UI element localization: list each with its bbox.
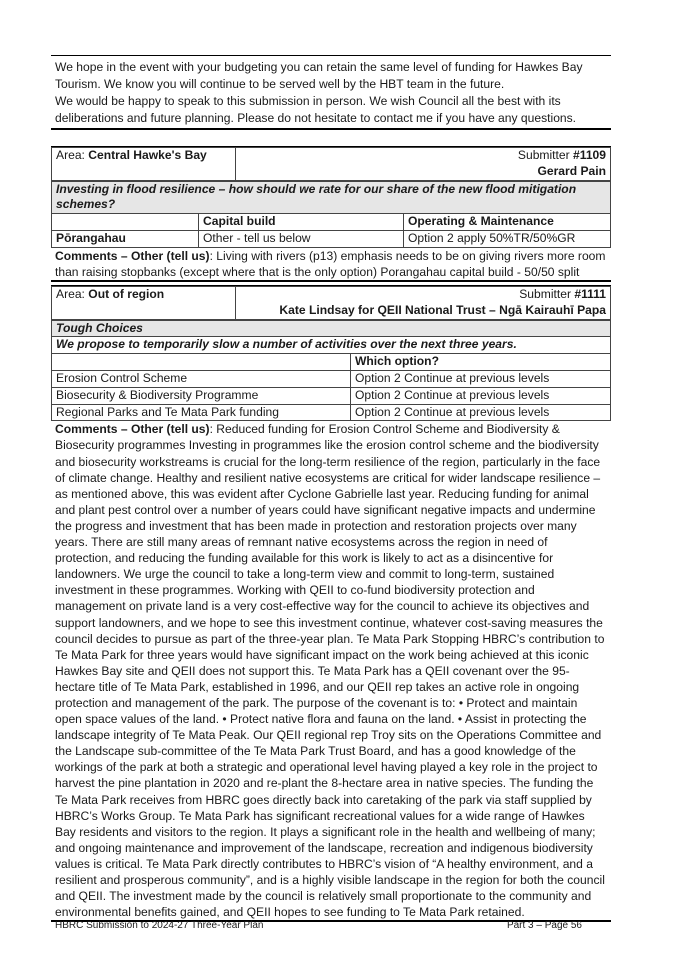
question-heading: We propose to temporarily slow a number of activities over the next three years. xyxy=(52,337,611,354)
row-label: Pōrangahau xyxy=(52,230,199,247)
row-value: Option 2 Continue at previous levels xyxy=(351,387,611,404)
row-operating-value: Option 2 apply 50%TR/50%GR xyxy=(404,230,611,247)
submitter-cell: Submitter #1111 Kate Lindsay for QEII National Trust – Ngā Kairauhī Papa xyxy=(236,287,611,320)
area-cell: Area: Out of region xyxy=(52,287,236,320)
submitter-name: Kate Lindsay for QEII National Trust – Ngā Kairauhī Papa xyxy=(279,302,606,317)
row-value: Option 2 Continue at previous levels xyxy=(351,370,611,387)
submitter-cell: Submitter #1109 Gerard Pain xyxy=(236,148,611,181)
intro-paragraph-1: We hope in the event with your budgeting you can retain the same level of funding for Hawkes Bay Tourism. We know you will continue to be served well by the HBT team in the future. xyxy=(55,60,583,91)
column-header-operating: Operating & Maintenance xyxy=(404,214,611,231)
area-value: Out of region xyxy=(88,287,165,301)
submission-1111-table xyxy=(51,286,611,320)
submitter-name: Gerard Pain xyxy=(537,163,606,178)
submitter-number: #1111 xyxy=(574,287,606,301)
comment-block: Comments – Other (tell us): Living with rivers (p13) emphasis needs to be on giving rivers more room than raising stopbanks (except where that is the only option) Porangahau capital build - 50/50 split xyxy=(55,248,606,279)
area-value: Central Hawke's Bay xyxy=(88,148,207,162)
area-cell: Area: Central Hawke's Bay xyxy=(52,148,236,181)
row-capital-value: Other - tell us below xyxy=(199,230,404,247)
comment-block: Comments – Other (tell us): Reduced funding for Erosion Control Scheme and Biodiversity & Biosecurity programmes Investing in programmes like the erosion control scheme and the biodiversity and biosecurity workstreams is crucial for the long-term resilience of the region, particularly in the face of climate change. Healthy and resilient native ecosystems are critical for wider landscape resilience – as mentioned above, this was evident after Cyclone Gabrielle last year. Reducing funding for animal and plant pest control over a number of years could have significant negative impacts and undermine the progress and investment that has been made in protection and restoration projects over many years. There are still many areas of remnant native ecosystems across the region in need of protection, and reducing the funding available for this work is likely to act as a disincentive for landowners. We urge the council to take a long-term view and commit to long-term, sustained investment in these programmes. Working with QEII to co-fund biodiversity protection and management on private land is a very cost-effective way for the council to achieve its objectives and support landowners, and we hope to see this investment continue, whatever cost-saving measures the council decides to pursue as part of the three-year plan. Te Mata Park Stopping HBRC’s contribution to Te Mata Park for three years would have significant impact on the work being achieved at this iconic Hawkes Bay site and QEII does not support this. Te Mata Park has a QEII covenant over the 95-hectare title of Te Mata Park, established in 1996, and our QEII rep takes an active role in ongoing protection and management of the park. The purpose of the covenant is to: • Protect and maintain open space values of the land. • Protect native flora and fauna on the land. • Assist in protecting the landscape integrity of Te Mata Peak. Our QEII regional rep Troy sits on the Operations Committee and the Landscape sub-committee of the Te Mata Park Trust Board, and has a good knowledge of the workings of the park at both a strategic and operational level having played a key role in the project to harvest the pine plantation in 2020 and re-plant the 8-hectare area in native species. The funding the Te Mata Park receives from HBRC goes directly back into caretaking of the park via staff supplied by HBRC’s Works Group. Te Mata Park has significant recreational values for a wide range of Hawkes Bay residents and visitors to the region. It plays a significant role in the health and wellbeing of many; and ongoing maintenance and improvement of the landscape, recreation and indigenous biodiversity values is critical. Te Mata Park directly contributes to HBRC’s vision of “A healthy environment, and a resilient and prosperous community”, and is a highly visible landscape in the region for both the council and QEII. The investment made by the council is relatively small proportionate to the community and environmental benefits gained, and QEII hopes to see funding to Te Mata Park retained. xyxy=(55,422,605,920)
submission-1109 xyxy=(51,146,611,282)
footer-left: HBRC Submission to 2024-27 Three-Year Plan xyxy=(55,920,264,931)
table-row xyxy=(52,404,611,421)
question-heading: Investing in flood resilience – how should we rate for our share of the new flood mitigation schemes? xyxy=(52,181,611,214)
row-value: Option 2 Continue at previous levels xyxy=(351,404,611,421)
submission-1111 xyxy=(51,285,611,922)
column-header-option: Which option? xyxy=(351,354,611,371)
intro-bottom-rule xyxy=(51,128,611,130)
row-label: Biosecurity & Biodiversity Programme xyxy=(52,387,351,404)
row-label: Regional Parks and Te Mata Park funding xyxy=(52,404,351,421)
table-row xyxy=(52,370,611,387)
column-header-capital: Capital build xyxy=(199,214,404,231)
footer-page-number: Part 3 – Page 56 xyxy=(506,920,582,931)
submitter-number: #1109 xyxy=(573,148,606,162)
section-heading: Tough Choices xyxy=(52,320,611,337)
intro-paragraph-2: We would be happy to speak to this submission in person. We wish Council all the best with its deliberations and future planning. Please do not hesitate to contact me if you have any questions. xyxy=(55,94,577,125)
submission-1109-table xyxy=(51,147,611,181)
row-label: Erosion Control Scheme xyxy=(52,370,351,387)
table-row xyxy=(52,387,611,404)
